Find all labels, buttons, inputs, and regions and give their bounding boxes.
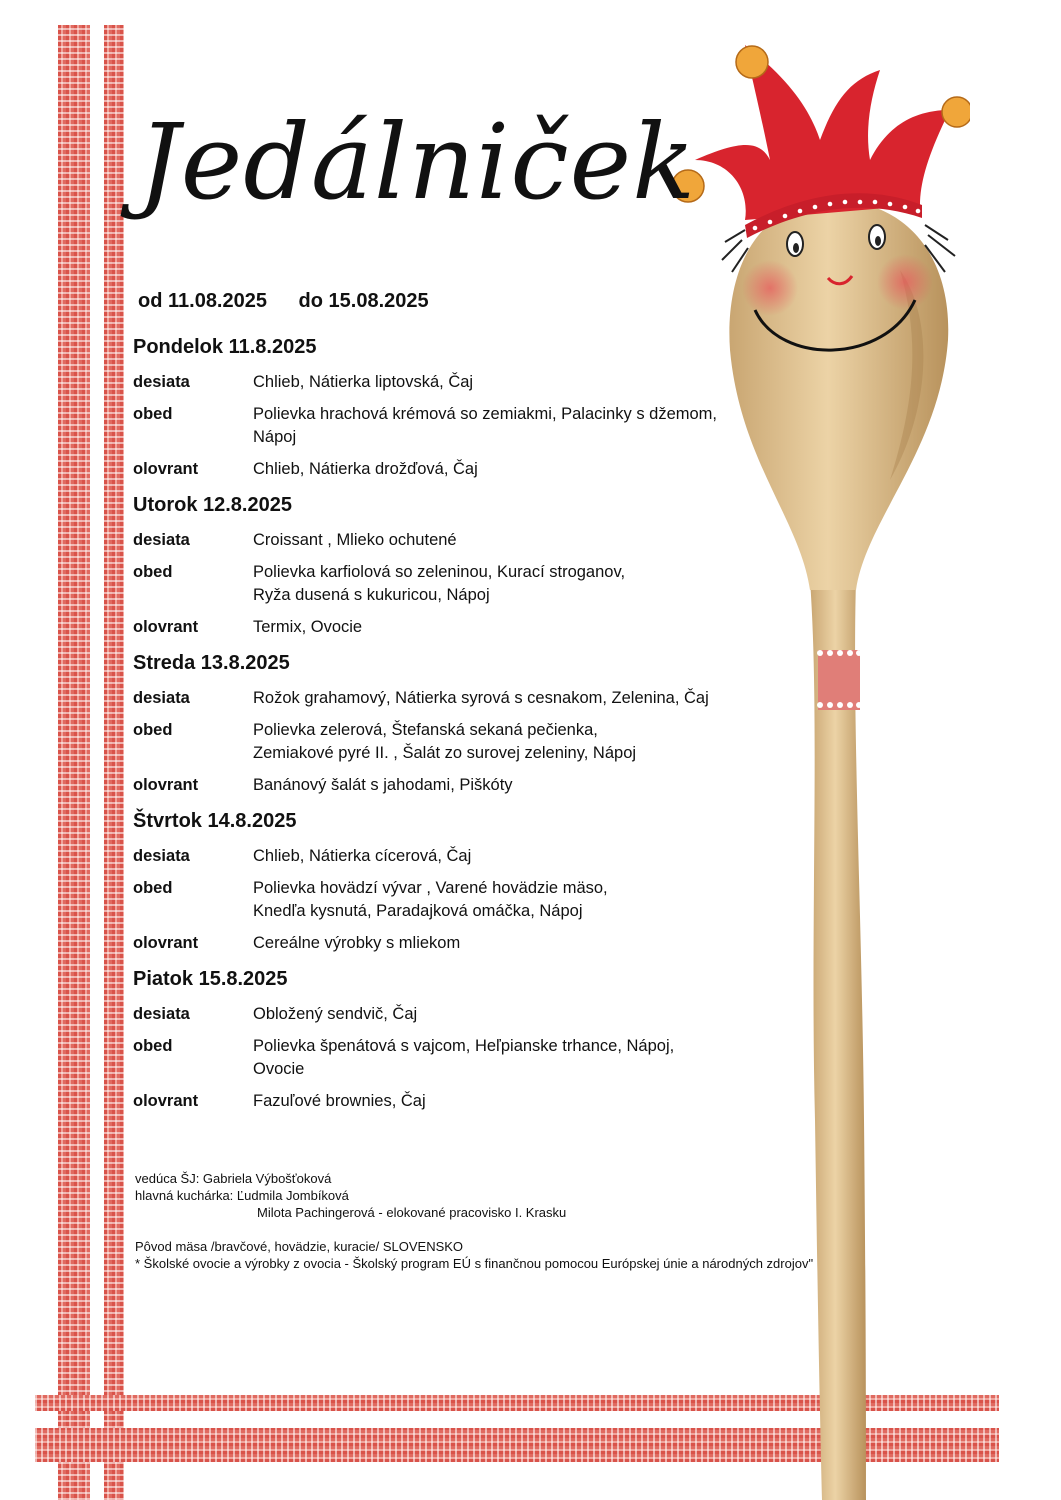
meal-items: Obložený sendvič, Čaj xyxy=(253,1005,418,1023)
school-program-note: * Školské ovocie a výrobky z ovocia - Školský program EÚ s finančnou pomocou Európskej únie a národných zdrojov" xyxy=(135,1256,814,1271)
footer-notes xyxy=(135,1170,813,1272)
meal-row xyxy=(133,1090,773,1113)
meal-items-line: Ryža dusená s kukuricou, Nápoj xyxy=(253,586,490,604)
meal-name: obed xyxy=(133,879,173,897)
meal-items xyxy=(253,403,773,449)
day-title: Streda 13.8.2025 xyxy=(133,652,290,674)
meal-row xyxy=(133,719,773,765)
meal-items-line: Ovocie xyxy=(253,1060,305,1078)
canteen-head: vedúca ŠJ: Gabriela Výbošťoková xyxy=(135,1171,332,1186)
meal-row xyxy=(133,932,773,955)
day-title: Utorok 12.8.2025 xyxy=(133,494,292,516)
meal-row xyxy=(133,774,773,797)
date-range xyxy=(138,290,455,313)
meal-name: desiata xyxy=(133,531,190,549)
meal-items-line: Polievka karfiolová so zeleninou, Kurací stroganov, xyxy=(253,563,626,581)
day-friday xyxy=(133,968,773,1113)
meat-origin: Pôvod mäsa /bravčové, hovädzie, kuracie/ SLOVENSKO xyxy=(135,1239,464,1254)
meal-items xyxy=(253,561,773,607)
day-tuesday xyxy=(133,494,773,639)
meal-name: desiata xyxy=(133,689,190,707)
meal-name: obed xyxy=(133,563,173,581)
meal-row xyxy=(133,687,773,710)
meal-row xyxy=(133,529,773,552)
meal-name: olovrant xyxy=(133,934,199,952)
meal-items: Cereálne výrobky s mliekom xyxy=(253,934,461,952)
meal-name: desiata xyxy=(133,847,190,865)
meal-items-line: Zemiakové pyré II. , Šalát zo surovej zeleniny, Nápoj xyxy=(253,744,637,762)
meal-row xyxy=(133,371,773,394)
meal-items-line: Polievka hovädzí vývar , Varené hovädzie mäso, xyxy=(253,879,608,897)
period-to: do 15.08.2025 xyxy=(298,290,429,312)
day-monday xyxy=(133,336,773,481)
meal-name: obed xyxy=(133,1037,173,1055)
meal-row xyxy=(133,845,773,868)
tablecloth-stripe-left-thin xyxy=(104,25,124,1500)
meal-row xyxy=(133,1003,773,1026)
meal-name: olovrant xyxy=(133,618,199,636)
second-cook: Milota Pachingerová - elokované pracovisko I. Krasku xyxy=(257,1205,567,1220)
day-wednesday xyxy=(133,652,773,797)
meal-items: Chlieb, Nátierka liptovská, Čaj xyxy=(253,373,474,391)
meal-items: Fazuľové brownies, Čaj xyxy=(253,1092,426,1110)
head-cook: hlavná kuchárka: Ľudmila Jombíková xyxy=(135,1188,349,1203)
meal-name: obed xyxy=(133,405,173,423)
day-thursday xyxy=(133,810,773,955)
meal-items-line: Polievka zelerová, Štefanská sekaná pečienka, xyxy=(253,721,598,739)
meal-row xyxy=(133,616,773,639)
meal-items: Chlieb, Nátierka drožďová, Čaj xyxy=(253,460,478,478)
meal-name: olovrant xyxy=(133,776,199,794)
meal-name: obed xyxy=(133,721,173,739)
meal-items: Chlieb, Nátierka cícerová, Čaj xyxy=(253,847,472,865)
day-title: Piatok 15.8.2025 xyxy=(133,968,288,990)
meal-items-line: Knedľa kysnutá, Paradajková omáčka, Nápoj xyxy=(253,902,583,920)
meal-items-line: Nápoj xyxy=(253,428,297,446)
meal-row xyxy=(133,403,773,449)
meal-row xyxy=(133,1035,773,1081)
meal-name: desiata xyxy=(133,373,190,391)
meal-name: desiata xyxy=(133,1005,190,1023)
meal-items xyxy=(253,719,773,765)
meal-row xyxy=(133,561,773,607)
meal-items: Rožok grahamový, Nátierka syrová s cesnakom, Zelenina, Čaj xyxy=(253,689,709,707)
meal-items-line: Polievka hrachová krémová so zemiakmi, Palacinky s džemom, xyxy=(253,405,718,423)
meal-items: Termix, Ovocie xyxy=(253,618,363,636)
meal-items xyxy=(253,1035,773,1081)
spacer xyxy=(135,1221,813,1238)
meal-items: Croissant , Mlieko ochutené xyxy=(253,531,457,549)
meal-name: olovrant xyxy=(133,460,199,478)
day-title: Štvrtok 14.8.2025 xyxy=(133,810,297,832)
page-title: Jedálniček xyxy=(138,101,697,223)
meal-items-line: Polievka špenátová s vajcom, Heľpianske trhance, Nápoj, xyxy=(253,1037,675,1055)
period-from: od 11.08.2025 xyxy=(138,290,267,312)
meal-row xyxy=(133,877,773,923)
meal-items xyxy=(253,877,773,923)
meal-row xyxy=(133,458,773,481)
tablecloth-stripe-left xyxy=(58,25,90,1500)
meal-name: olovrant xyxy=(133,1092,199,1110)
weekly-menu xyxy=(133,336,773,1126)
day-title: Pondelok 11.8.2025 xyxy=(133,336,317,358)
meal-items: Banánový šalát s jahodami, Piškóty xyxy=(253,776,513,794)
